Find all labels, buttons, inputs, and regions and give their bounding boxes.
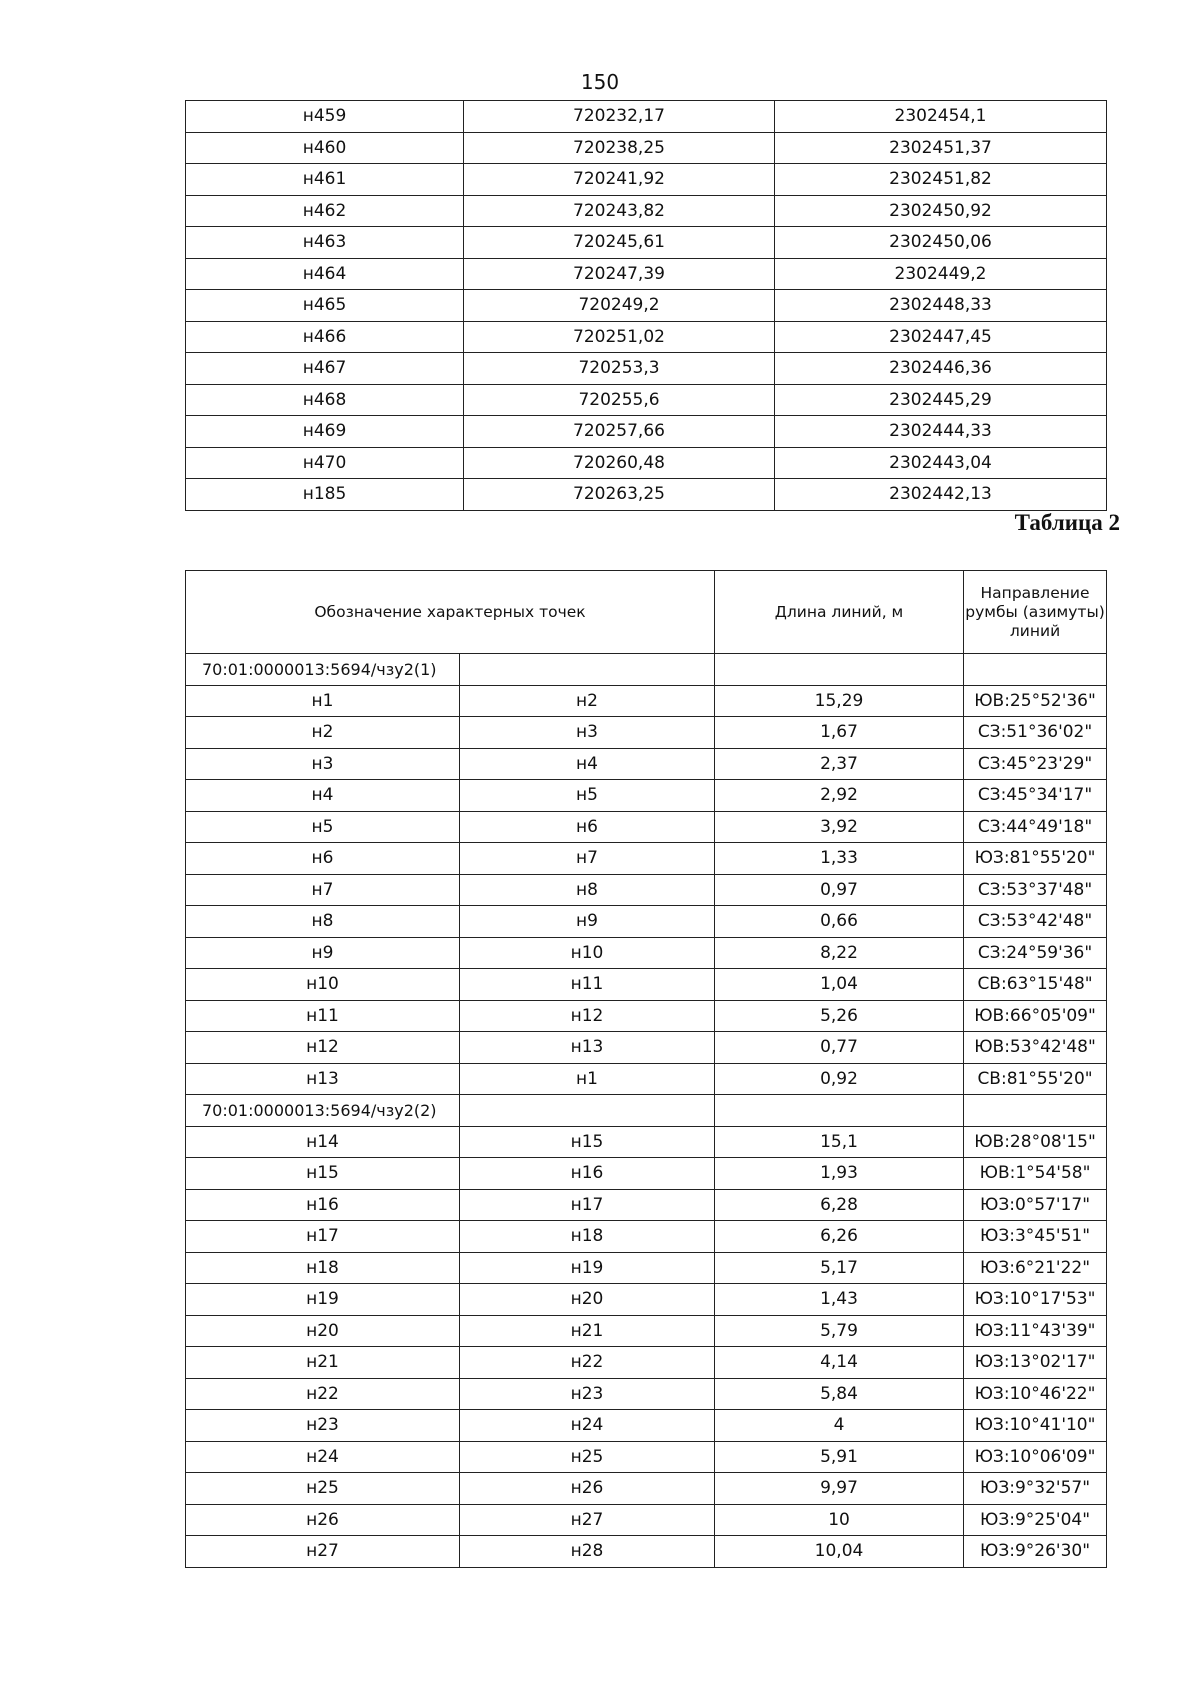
direction-cell: СЗ:45°23'29": [964, 748, 1107, 780]
length-cell: 4,14: [715, 1347, 964, 1379]
y-coordinate-cell: 2302451,37: [775, 132, 1107, 164]
to-point-cell: н17: [460, 1189, 715, 1221]
to-point-cell: н21: [460, 1315, 715, 1347]
length-cell: 10,04: [715, 1536, 964, 1568]
empty-cell: [715, 654, 964, 686]
header-length: Длина линий, м: [715, 571, 964, 654]
length-cell: 5,84: [715, 1378, 964, 1410]
from-point-cell: н4: [186, 780, 460, 812]
from-point-cell: н2: [186, 717, 460, 749]
from-point-cell: н20: [186, 1315, 460, 1347]
empty-cell: [460, 654, 715, 686]
length-cell: 5,26: [715, 1000, 964, 1032]
x-coordinate-cell: 720245,61: [464, 227, 775, 259]
length-cell: 15,29: [715, 685, 964, 717]
x-coordinate-cell: 720247,39: [464, 258, 775, 290]
direction-cell: ЮЗ:13°02'17": [964, 1347, 1107, 1379]
length-cell: 0,77: [715, 1032, 964, 1064]
parcel-id-cell: 70:01:0000013:5694/чзу2(1): [186, 654, 460, 686]
direction-cell: ЮЗ:0°57'17": [964, 1189, 1107, 1221]
to-point-cell: н19: [460, 1252, 715, 1284]
length-cell: 10: [715, 1504, 964, 1536]
from-point-cell: н24: [186, 1441, 460, 1473]
lines-table-body: [186, 654, 1107, 1568]
table-row: [186, 321, 1107, 353]
table-row: [186, 1063, 1107, 1095]
x-coordinate-cell: 720257,66: [464, 416, 775, 448]
from-point-cell: н5: [186, 811, 460, 843]
table-row: [186, 353, 1107, 385]
from-point-cell: н7: [186, 874, 460, 906]
table-row: [186, 969, 1107, 1001]
parcel-row: [186, 654, 1107, 686]
length-cell: 0,97: [715, 874, 964, 906]
y-coordinate-cell: 2302447,45: [775, 321, 1107, 353]
length-cell: 1,67: [715, 717, 964, 749]
table-row: [186, 1441, 1107, 1473]
table-row: [186, 1221, 1107, 1253]
direction-cell: ЮВ:1°54'58": [964, 1158, 1107, 1190]
parcel-id-cell: 70:01:0000013:5694/чзу2(2): [186, 1095, 460, 1127]
from-point-cell: н11: [186, 1000, 460, 1032]
direction-cell: ЮЗ:10°17'53": [964, 1284, 1107, 1316]
parcel-row: [186, 1095, 1107, 1127]
from-point-cell: н21: [186, 1347, 460, 1379]
direction-cell: СЗ:53°37'48": [964, 874, 1107, 906]
point-id-cell: н465: [186, 290, 464, 322]
point-id-cell: н468: [186, 384, 464, 416]
table-row: [186, 843, 1107, 875]
y-coordinate-cell: 2302445,29: [775, 384, 1107, 416]
x-coordinate-cell: 720249,2: [464, 290, 775, 322]
point-id-cell: н459: [186, 101, 464, 133]
table-row: [186, 447, 1107, 479]
from-point-cell: н27: [186, 1536, 460, 1568]
direction-cell: ЮВ:25°52'36": [964, 685, 1107, 717]
to-point-cell: н1: [460, 1063, 715, 1095]
x-coordinate-cell: 720241,92: [464, 164, 775, 196]
point-id-cell: н461: [186, 164, 464, 196]
from-point-cell: н13: [186, 1063, 460, 1095]
table-row: [186, 937, 1107, 969]
direction-cell: СЗ:24°59'36": [964, 937, 1107, 969]
point-id-cell: н470: [186, 447, 464, 479]
to-point-cell: н6: [460, 811, 715, 843]
table-row: [186, 685, 1107, 717]
y-coordinate-cell: 2302450,06: [775, 227, 1107, 259]
table-row: [186, 1347, 1107, 1379]
from-point-cell: н10: [186, 969, 460, 1001]
to-point-cell: н18: [460, 1221, 715, 1253]
direction-cell: ЮЗ:11°43'39": [964, 1315, 1107, 1347]
length-cell: 2,92: [715, 780, 964, 812]
direction-cell: СВ:63°15'48": [964, 969, 1107, 1001]
direction-cell: ЮЗ:9°25'04": [964, 1504, 1107, 1536]
to-point-cell: н11: [460, 969, 715, 1001]
direction-cell: ЮВ:53°42'48": [964, 1032, 1107, 1064]
to-point-cell: н22: [460, 1347, 715, 1379]
to-point-cell: н8: [460, 874, 715, 906]
direction-cell: ЮВ:66°05'09": [964, 1000, 1107, 1032]
to-point-cell: н3: [460, 717, 715, 749]
table-row: [186, 416, 1107, 448]
table-row: [186, 874, 1107, 906]
to-point-cell: н27: [460, 1504, 715, 1536]
direction-cell: ЮЗ:10°41'10": [964, 1410, 1107, 1442]
length-cell: 1,93: [715, 1158, 964, 1190]
direction-cell: ЮЗ:10°06'09": [964, 1441, 1107, 1473]
y-coordinate-cell: 2302443,04: [775, 447, 1107, 479]
direction-cell: ЮВ:28°08'15": [964, 1126, 1107, 1158]
table-row: [186, 1504, 1107, 1536]
table-row: [186, 1410, 1107, 1442]
empty-cell: [460, 1095, 715, 1127]
from-point-cell: н14: [186, 1126, 460, 1158]
direction-cell: СВ:81°55'20": [964, 1063, 1107, 1095]
empty-cell: [964, 654, 1107, 686]
to-point-cell: н25: [460, 1441, 715, 1473]
from-point-cell: н17: [186, 1221, 460, 1253]
from-point-cell: н26: [186, 1504, 460, 1536]
table-row: [186, 1473, 1107, 1505]
length-cell: 8,22: [715, 937, 964, 969]
to-point-cell: н7: [460, 843, 715, 875]
y-coordinate-cell: 2302449,2: [775, 258, 1107, 290]
table-row: [186, 906, 1107, 938]
table-row: [186, 1126, 1107, 1158]
length-cell: 0,66: [715, 906, 964, 938]
length-cell: 15,1: [715, 1126, 964, 1158]
table-row: [186, 101, 1107, 133]
length-cell: 1,43: [715, 1284, 964, 1316]
x-coordinate-cell: 720255,6: [464, 384, 775, 416]
lines-table-header-row: [186, 571, 1107, 654]
to-point-cell: н9: [460, 906, 715, 938]
from-point-cell: н3: [186, 748, 460, 780]
length-cell: 6,26: [715, 1221, 964, 1253]
table-row: [186, 1315, 1107, 1347]
length-cell: 0,92: [715, 1063, 964, 1095]
to-point-cell: н26: [460, 1473, 715, 1505]
table-row: [186, 1158, 1107, 1190]
to-point-cell: н24: [460, 1410, 715, 1442]
empty-cell: [715, 1095, 964, 1127]
direction-cell: ЮЗ:3°45'51": [964, 1221, 1107, 1253]
x-coordinate-cell: 720238,25: [464, 132, 775, 164]
x-coordinate-cell: 720263,25: [464, 479, 775, 511]
length-cell: 5,17: [715, 1252, 964, 1284]
length-cell: 2,37: [715, 748, 964, 780]
length-cell: 4: [715, 1410, 964, 1442]
x-coordinate-cell: 720251,02: [464, 321, 775, 353]
length-cell: 1,04: [715, 969, 964, 1001]
table-row: [186, 227, 1107, 259]
empty-cell: [964, 1095, 1107, 1127]
y-coordinate-cell: 2302450,92: [775, 195, 1107, 227]
from-point-cell: н8: [186, 906, 460, 938]
to-point-cell: н12: [460, 1000, 715, 1032]
to-point-cell: н28: [460, 1536, 715, 1568]
table-row: [186, 748, 1107, 780]
x-coordinate-cell: 720232,17: [464, 101, 775, 133]
to-point-cell: н15: [460, 1126, 715, 1158]
from-point-cell: н1: [186, 685, 460, 717]
from-point-cell: н6: [186, 843, 460, 875]
to-point-cell: н20: [460, 1284, 715, 1316]
length-cell: 6,28: [715, 1189, 964, 1221]
table-row: [186, 164, 1107, 196]
y-coordinate-cell: 2302446,36: [775, 353, 1107, 385]
to-point-cell: н10: [460, 937, 715, 969]
table-row: [186, 1378, 1107, 1410]
direction-cell: ЮЗ:10°46'22": [964, 1378, 1107, 1410]
point-id-cell: н463: [186, 227, 464, 259]
direction-cell: СЗ:53°42'48": [964, 906, 1107, 938]
point-id-cell: н460: [186, 132, 464, 164]
point-id-cell: н185: [186, 479, 464, 511]
direction-cell: СЗ:51°36'02": [964, 717, 1107, 749]
header-direction: Направление румбы (азимуты) линий: [964, 571, 1107, 654]
table-row: [186, 479, 1107, 511]
table-row: [186, 384, 1107, 416]
length-cell: 5,79: [715, 1315, 964, 1347]
from-point-cell: н9: [186, 937, 460, 969]
from-point-cell: н19: [186, 1284, 460, 1316]
to-point-cell: н23: [460, 1378, 715, 1410]
x-coordinate-cell: 720260,48: [464, 447, 775, 479]
coordinates-table-body: [186, 101, 1107, 511]
point-id-cell: н466: [186, 321, 464, 353]
coordinates-table: [185, 100, 1107, 511]
from-point-cell: н16: [186, 1189, 460, 1221]
length-cell: 9,97: [715, 1473, 964, 1505]
direction-cell: СЗ:44°49'18": [964, 811, 1107, 843]
y-coordinate-cell: 2302444,33: [775, 416, 1107, 448]
table-row: [186, 1284, 1107, 1316]
table-row: [186, 811, 1107, 843]
length-cell: 1,33: [715, 843, 964, 875]
table-row: [186, 1032, 1107, 1064]
to-point-cell: н13: [460, 1032, 715, 1064]
table-row: [186, 132, 1107, 164]
y-coordinate-cell: 2302454,1: [775, 101, 1107, 133]
x-coordinate-cell: 720253,3: [464, 353, 775, 385]
from-point-cell: н18: [186, 1252, 460, 1284]
length-cell: 5,91: [715, 1441, 964, 1473]
from-point-cell: н22: [186, 1378, 460, 1410]
table-row: [186, 1000, 1107, 1032]
from-point-cell: н15: [186, 1158, 460, 1190]
table-row: [186, 258, 1107, 290]
to-point-cell: н4: [460, 748, 715, 780]
table-row: [186, 1536, 1107, 1568]
to-point-cell: н16: [460, 1158, 715, 1190]
y-coordinate-cell: 2302448,33: [775, 290, 1107, 322]
from-point-cell: н12: [186, 1032, 460, 1064]
length-cell: 3,92: [715, 811, 964, 843]
point-id-cell: н462: [186, 195, 464, 227]
y-coordinate-cell: 2302451,82: [775, 164, 1107, 196]
page-number: 150: [580, 70, 620, 94]
point-id-cell: н469: [186, 416, 464, 448]
table-row: [186, 717, 1107, 749]
y-coordinate-cell: 2302442,13: [775, 479, 1107, 511]
table-row: [186, 1189, 1107, 1221]
direction-cell: СЗ:45°34'17": [964, 780, 1107, 812]
direction-cell: ЮЗ:81°55'20": [964, 843, 1107, 875]
direction-cell: ЮЗ:9°32'57": [964, 1473, 1107, 1505]
direction-cell: ЮЗ:9°26'30": [964, 1536, 1107, 1568]
table-row: [186, 780, 1107, 812]
to-point-cell: н2: [460, 685, 715, 717]
direction-cell: ЮЗ:6°21'22": [964, 1252, 1107, 1284]
from-point-cell: н25: [186, 1473, 460, 1505]
header-points: Обозначение характерных точек: [186, 571, 715, 654]
point-id-cell: н464: [186, 258, 464, 290]
to-point-cell: н5: [460, 780, 715, 812]
table-caption: Таблица 2: [1014, 510, 1120, 535]
point-id-cell: н467: [186, 353, 464, 385]
lines-table: [185, 570, 1107, 1568]
x-coordinate-cell: 720243,82: [464, 195, 775, 227]
table-row: [186, 1252, 1107, 1284]
table-row: [186, 195, 1107, 227]
table-row: [186, 290, 1107, 322]
from-point-cell: н23: [186, 1410, 460, 1442]
